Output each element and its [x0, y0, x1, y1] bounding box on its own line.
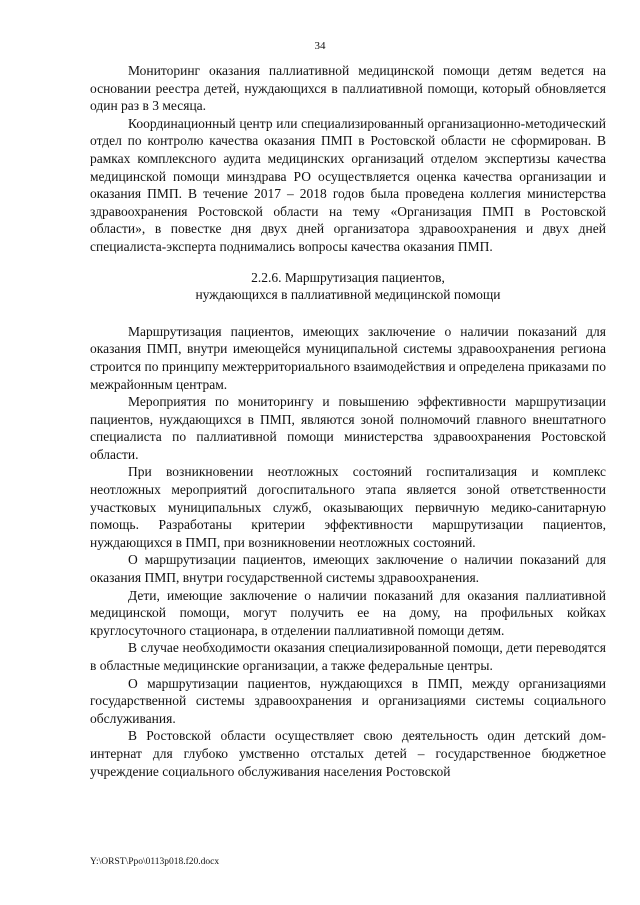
page-number: 34 — [314, 40, 326, 52]
document-body — [90, 62, 606, 780]
paragraph-monitoring: Мониторинг оказания паллиативной медицинской помощи детям ведется на основании реестра детей, нуждающихся в паллиативной помощи, который обновляется один раз в 3 месяца. — [90, 63, 606, 114]
paragraph-children-care: Дети, имеющие заключение о наличии показаний для оказания паллиативной медицинской помощи, могут получить ее на дому, на профильных койках круглосуточного стационара, в отделении паллиативной помощи детям. — [90, 587, 606, 638]
section-heading-line-1: 2.2.6. Маршрутизация пациентов, — [251, 269, 445, 285]
paragraph-orphanage: В Ростовской области осуществляет свою деятельность один детский дом-интернат для глубоко умственно отсталых детей – государственное бюджетное учреждение социального обслуживания населения Ростовской — [90, 728, 606, 779]
footer-file-path: Y:\ORST\Ppo\0113p018.f20.docx — [90, 857, 220, 867]
paragraph-social-services: О маршрутизации пациентов, нуждающихся в ПМП, между организациями государственной системы здравоохранения и организациями системы социального обслуживания. — [90, 675, 606, 726]
paragraph-emergency-states: При возникновении неотложных состояний госпитализация и комплекс неотложных мероприятий догоспитального этапа является зоной ответственности участковых муниципальных служб, оказывающих первичную медико-санитарную помощь. Разработаны критерии эффективности маршрутизации пациентов, нуждающихся в ПМП, при возникновении неотложных состояний. — [90, 464, 606, 550]
paragraph-routing-efficiency: Мероприятия по мониторингу и повышению эффективности маршрутизации пациентов, нуждающихся в ПМП, являются зоной полномочий главного внештатного специалиста по паллиативной помощи министерства здравоохранения Ростовской области. — [90, 394, 606, 462]
paragraph-coordination-center: Координационный центр или специализированный организационно-методический отдел по контролю качества оказания ПМП в Ростовской области не сформирован. В рамках комплексного аудита медицинских организаций отделом экспертизы качества медицинской помощи минздрава РО осуществляется оценка качества организации и оказания ПМП. В течение 2017 – 2018 годов была проведена коллегия министерства здравоохранения Ростовской области на тему «Организация ПМП в Ростовской области», в повестке дня двух дней организатора здравоохранения и двух дней специалиста-эксперта поднимались вопросы качества оказания ПМП. — [90, 115, 606, 254]
paragraph-specialized-help: В случае необходимости оказания специализированной помощи, дети переводятся в областные медицинские организации, а также федеральные центры. — [90, 640, 606, 673]
section-heading-line-2: нуждающихся в паллиативной медицинской помощи — [195, 287, 501, 303]
paragraph-routing-municipal: Маршрутизация пациентов, имеющих заключение о наличии показаний для оказания ПМП, внутри имеющейся муниципальной системы здравоохранения региона строится по принципу межтерриториального взаимодействия и определена приказами по межрайонным центрам. — [90, 323, 606, 392]
paragraph-routing-state-system: О маршрутизации пациентов, имеющих заключение о наличии показаний для оказания ПМП, внутри государственной системы здравоохранения. — [90, 552, 606, 586]
